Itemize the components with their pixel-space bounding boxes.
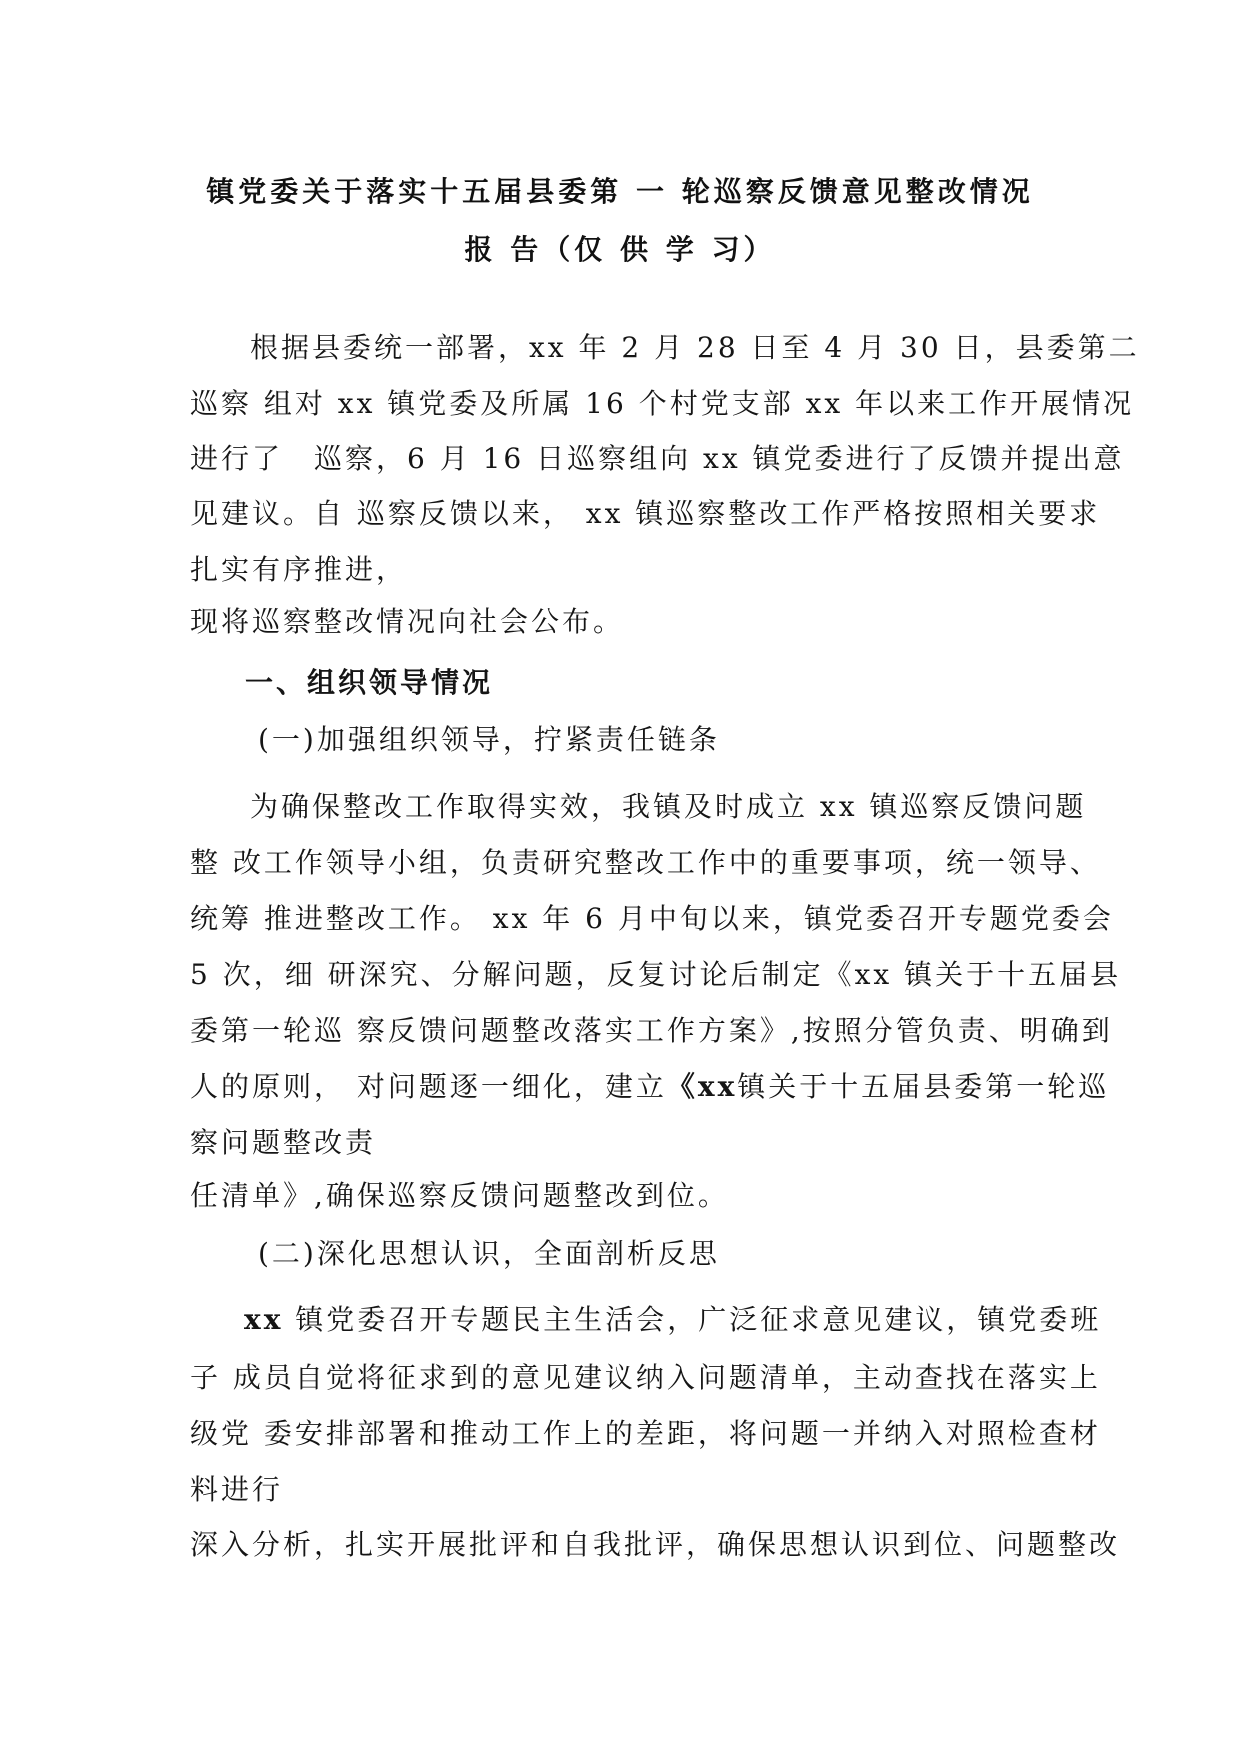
bold-text: xx (244, 1303, 284, 1336)
paragraph-line: 子 成员自觉将征求到的意见建议纳入问题清单，主动查找在落实上 (190, 1361, 1101, 1394)
paragraph-line: 现将巡察整改情况向社会公布。 (190, 605, 625, 638)
section-heading: 一、组织领导情况 (245, 666, 494, 699)
paragraph-line: 进行了 巡察，6 月 16 日巡察组向 xx 镇党委进行了反馈并提出意 (190, 442, 1125, 475)
paragraph-line: 料进行 (190, 1473, 284, 1506)
paragraph-line: 深入分析，扎实开展批评和自我批评，确保思想认识到位、问题整改 (190, 1528, 1121, 1561)
document-title-line1: 镇党委关于落实十五届县委第 一 轮巡察反馈意见整改情况 (206, 175, 1034, 208)
document-title-line2: 报 告（仅 供 学 习） (464, 233, 776, 266)
paragraph-line: 整 改工作领导小组，负责研究整改工作中的重要事项，统一领导、 (190, 846, 1101, 879)
bold-text: 《xx (666, 1070, 738, 1103)
paragraph-line: 5 次，细 研深究、分解问题，反复讨论后制定《xx 镇关于十五届县 (190, 958, 1122, 991)
paragraph-line: 扎实有序推进， (190, 553, 408, 586)
subsection-heading: (一)加强组织领导，拧紧责任链条 (258, 723, 720, 756)
paragraph-line: 级党 委安排部署和推动工作上的差距，将问题一并纳入对照检查材 (190, 1417, 1101, 1450)
paragraph-line: 根据县委统一部署，xx 年 2 月 28 日至 4 月 30 日，县委第二 (250, 331, 1140, 364)
paragraph-line: 为确保整改工作取得实效，我镇及时成立 xx 镇巡察反馈问题 (250, 790, 1087, 823)
paragraph-line: 察问题整改责 (190, 1126, 377, 1159)
paragraph-line: 见建议。自 巡察反馈以来， xx 镇巡察整改工作严格按照相关要求 (190, 497, 1101, 530)
paragraph-text: 人的原则， 对问题逐一细化，建立 (190, 1070, 667, 1103)
paragraph-line: 巡察 组对 xx 镇党委及所属 16 个村党支部 xx 年以来工作开展情况 (190, 387, 1135, 420)
paragraph-line (244, 1298, 1101, 1338)
paragraph-line: 任清单》,确保巡察反馈问题整改到位。 (190, 1179, 729, 1212)
paragraph-text: 镇党委召开专题民主生活会，广泛征求意见建议，镇党委班 (295, 1303, 1102, 1336)
subsection-heading: (二)深化思想认识，全面剖析反思 (258, 1237, 720, 1270)
paragraph-text: 镇关于十五届县委第一轮巡 (737, 1070, 1110, 1103)
paragraph-line: 统筹 推进整改工作。 xx 年 6 月中旬以来，镇党委召开专题党委会 (190, 902, 1114, 935)
paragraph-line (190, 1065, 1109, 1105)
paragraph-line: 委第一轮巡 察反馈问题整改落实工作方案》,按照分管负责、明确到 (190, 1014, 1113, 1047)
